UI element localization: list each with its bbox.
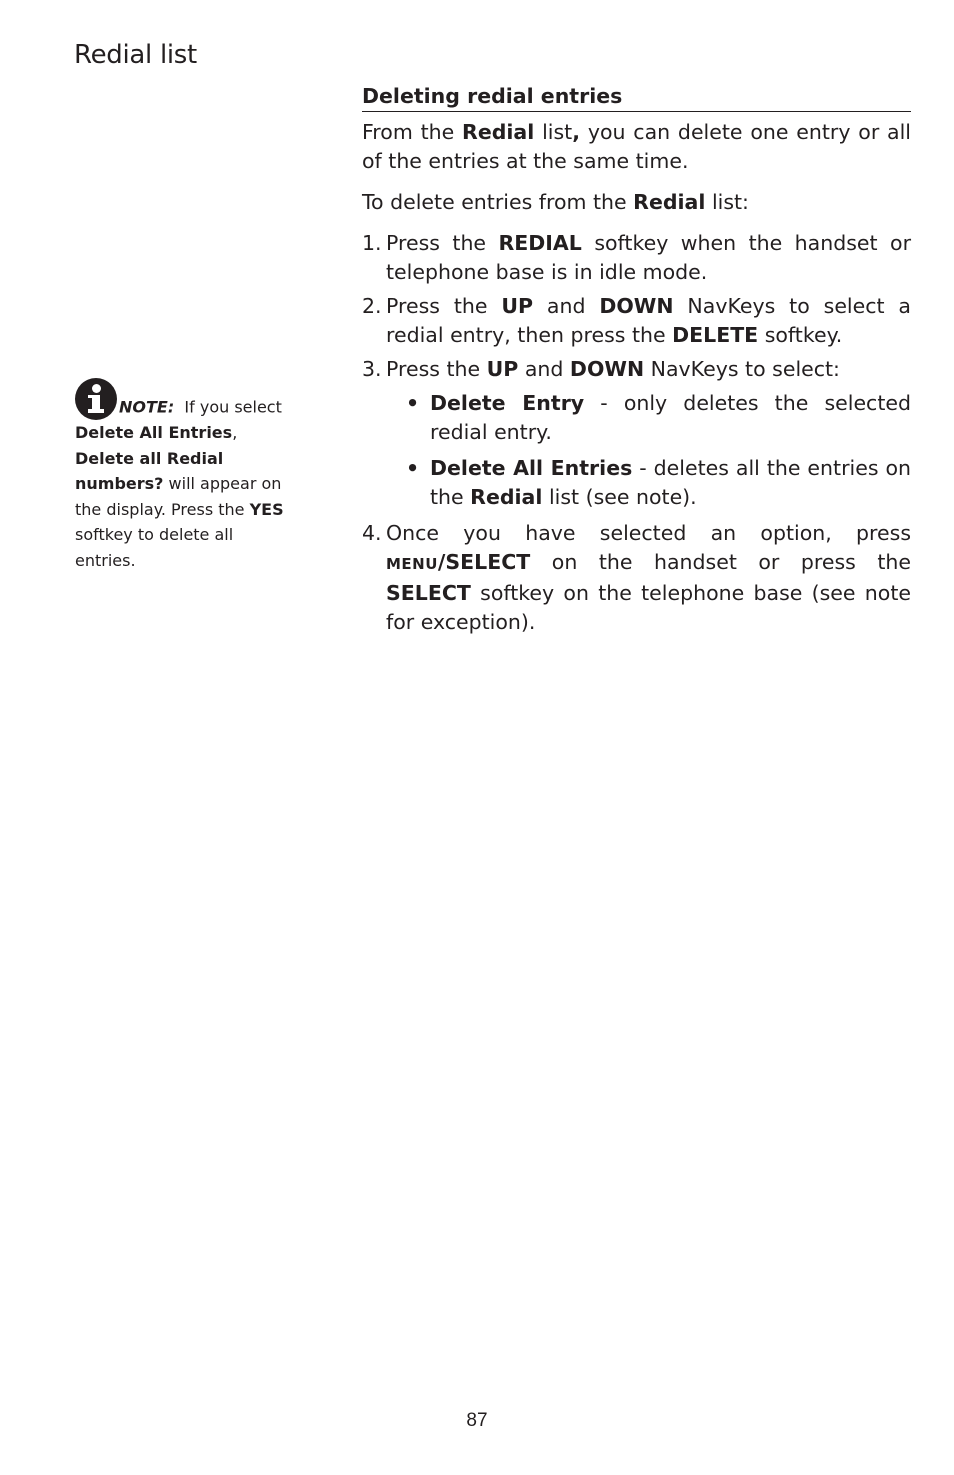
bold-text: SELECT — [386, 581, 471, 605]
step-number: 2. — [362, 294, 382, 318]
text: Press the — [386, 231, 499, 255]
bullet-icon: • — [406, 456, 420, 480]
bold-text: Delete All Entries — [430, 456, 633, 480]
bold-text: , — [572, 120, 581, 144]
bold-text: /SELECT — [437, 550, 531, 574]
bold-text: Redial — [470, 485, 543, 509]
text: , — [232, 423, 238, 442]
text: on the handset or press the — [530, 550, 911, 574]
text: - only deletes the selected redial entry. — [430, 391, 911, 444]
intro-paragraph — [362, 118, 911, 176]
text: Press the — [386, 357, 487, 381]
bold-text: DOWN — [569, 357, 645, 381]
text: NavKeys to select a redial entry, then press the — [386, 294, 911, 347]
menu-key-label: MENU — [386, 555, 438, 573]
step-2 — [362, 292, 911, 350]
info-icon — [75, 378, 117, 420]
section-title: Redial list — [74, 40, 197, 70]
note-label: NOTE: — [119, 397, 175, 417]
text: If you select — [174, 397, 287, 417]
bold-text: YES — [249, 499, 284, 519]
bullet-icon: • — [406, 391, 420, 415]
step-number: 3. — [362, 357, 382, 381]
option-delete-entry — [406, 389, 911, 447]
step-number: 4. — [362, 521, 382, 545]
text: list: — [705, 190, 749, 214]
lead-paragraph — [362, 188, 911, 217]
text: softkey on the telephone base (see note for exception). — [386, 581, 911, 634]
steps-list — [362, 229, 911, 637]
page-number: 87 — [466, 1410, 488, 1431]
bold-text: UP — [501, 294, 534, 318]
bold-text: Delete Entry — [430, 391, 585, 415]
text: and — [518, 357, 570, 381]
text: Once you have selected an option, press — [386, 521, 911, 545]
main-content — [362, 82, 911, 642]
bold-text: Delete all Redial numbers? — [75, 448, 224, 493]
text: list (see note). — [542, 485, 697, 509]
bold-text: Redial — [633, 190, 706, 214]
text: To delete entries from the — [362, 190, 634, 214]
bold-text: UP — [486, 357, 519, 381]
text: softkey to delete all entries. — [75, 525, 234, 570]
bold-text: REDIAL — [498, 231, 582, 255]
text: - deletes all the entries on the — [430, 456, 912, 509]
text: Press the — [386, 294, 502, 318]
text: From the — [362, 120, 463, 144]
bold-text: Redial — [462, 120, 535, 144]
step-number: 1. — [362, 231, 382, 255]
text: you can delete one entry or all of the entries at the same time. — [362, 120, 911, 173]
step-3 — [362, 355, 911, 512]
options-list — [386, 389, 911, 512]
text: will appear on the display. Press the — [75, 474, 282, 519]
section-heading: Deleting redial entries — [362, 82, 911, 112]
text: softkey. — [758, 323, 843, 347]
side-note — [75, 378, 287, 573]
bold-text: DOWN — [599, 294, 674, 318]
bold-text: DELETE — [672, 323, 759, 347]
option-delete-all-entries — [406, 454, 911, 512]
text: softkey when the handset or telephone base is in idle mode. — [386, 231, 911, 284]
text: list — [534, 120, 573, 144]
step-1 — [362, 229, 911, 287]
text: NavKeys to select: — [644, 357, 840, 381]
text: and — [533, 294, 600, 318]
step-4 — [362, 519, 911, 637]
bold-text: Delete All Entries — [75, 423, 233, 442]
